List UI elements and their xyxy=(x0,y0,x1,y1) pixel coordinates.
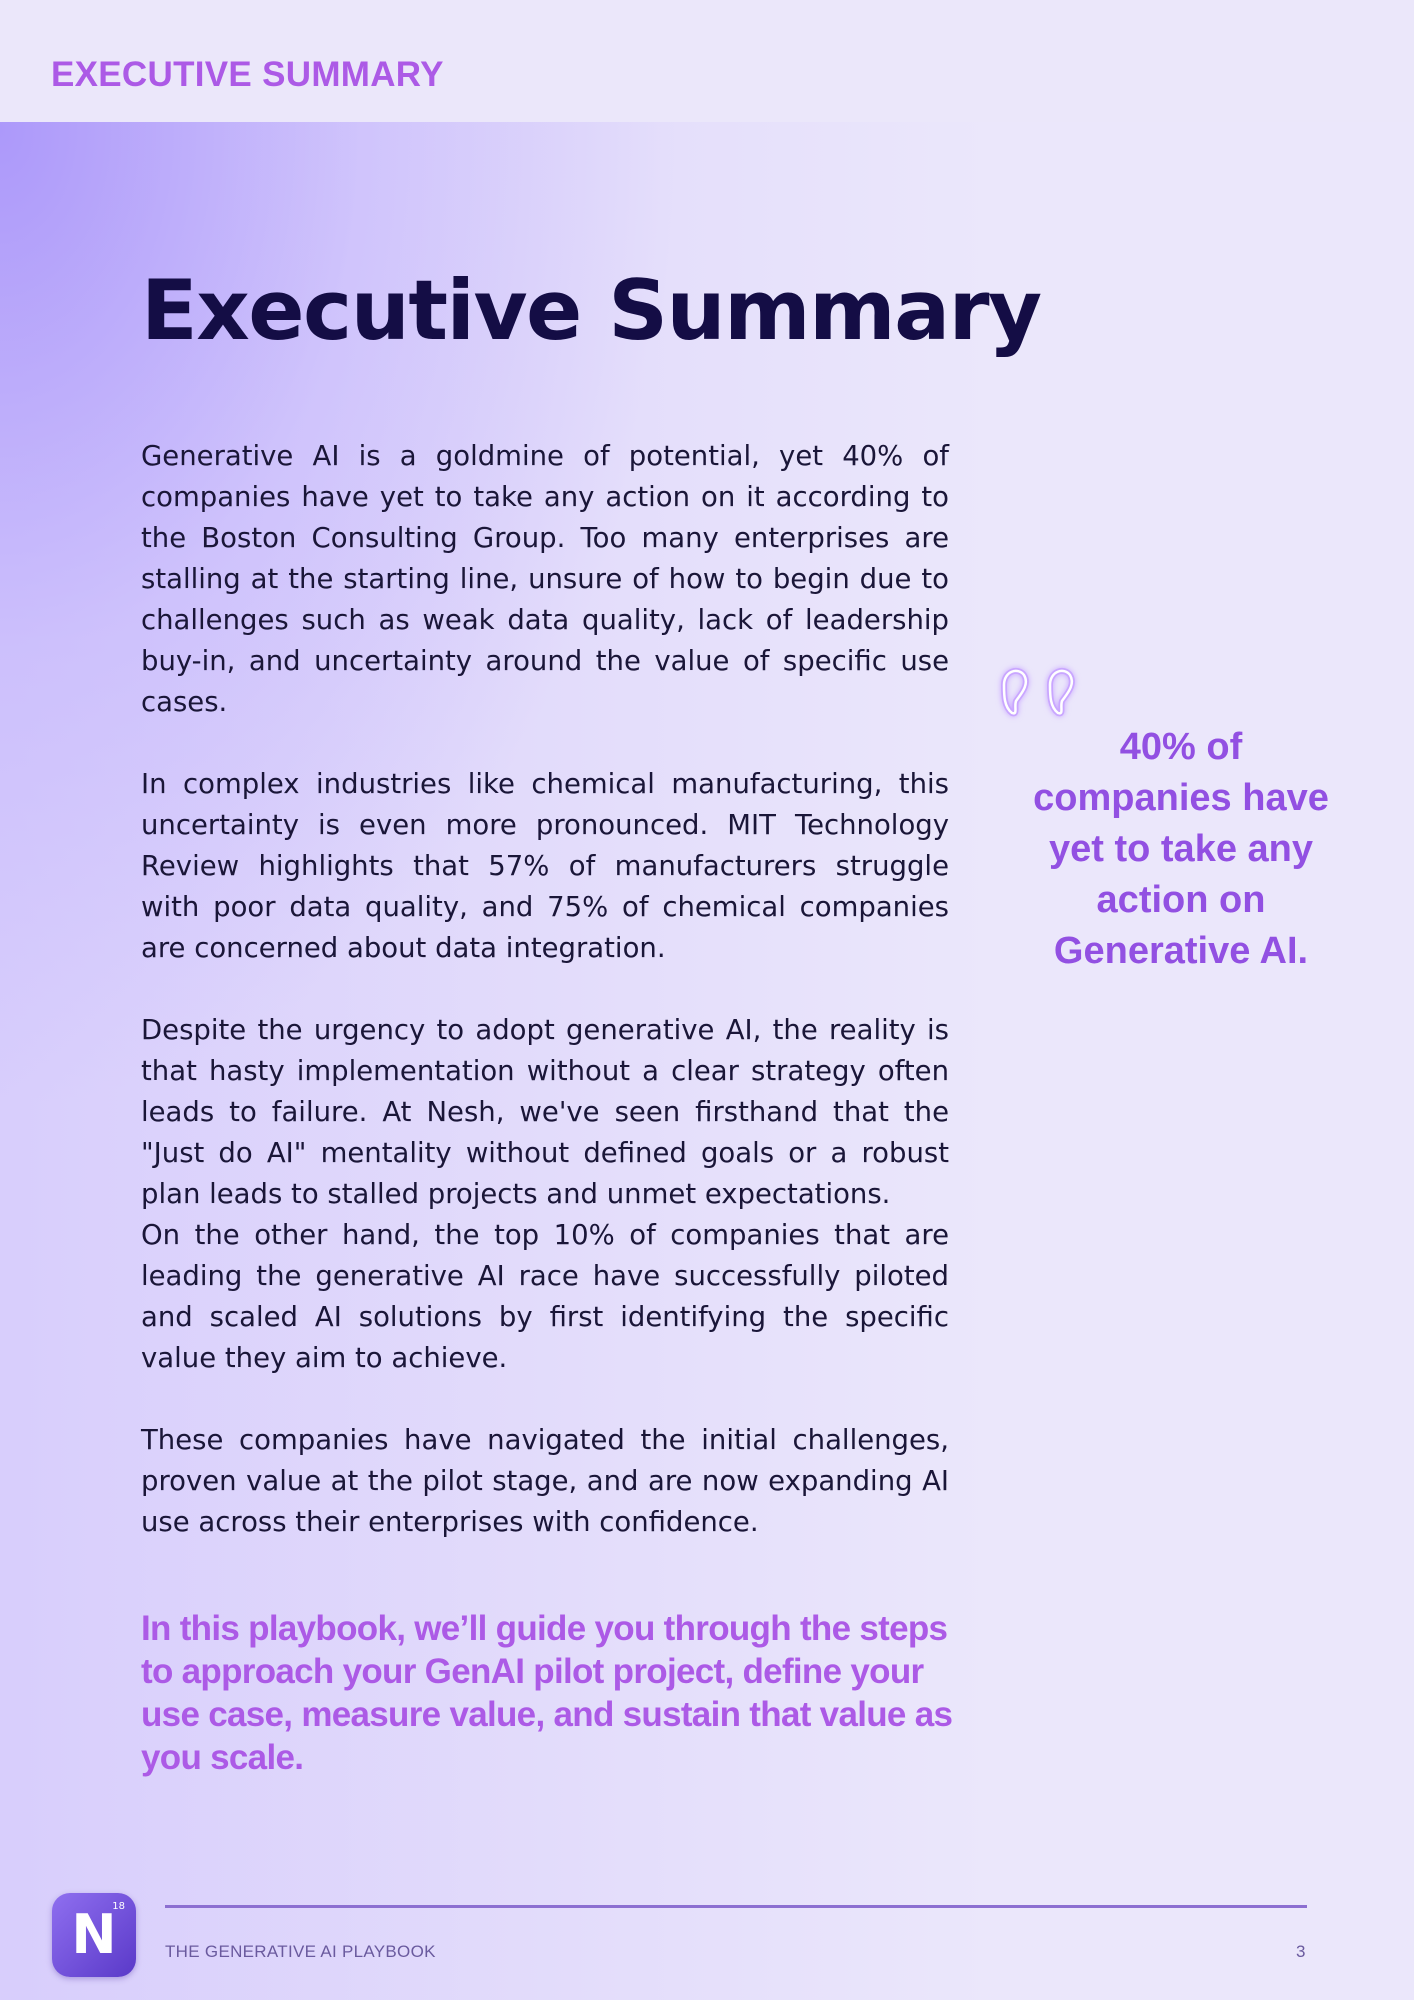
body-text xyxy=(141,436,949,1543)
page-number: 3 xyxy=(1296,1942,1306,1961)
paragraph-5: These companies have navigated the initial challenges, proven value at the pilot stage, and are now expanding AI use across their enterprises with confidence. xyxy=(141,1424,949,1538)
paragraph-1: Generative AI is a goldmine of potential, yet 40% of companies have yet to take any action on it according to the Boston Consulting Group. Too many enterprises are stalling at the starting line, unsure of how to begin due to challenges such as weak data quality, lack of leadership buy-in, and uncertainty around the value of specific use cases. xyxy=(141,440,949,718)
paragraph-4: On the other hand, the top 10% of companies that are leading the generative AI race have successfully piloted and scaled AI solutions by first identifying the specific value they aim to achieve. xyxy=(141,1219,949,1374)
footer-document-title: THE GENERATIVE AI PLAYBOOK xyxy=(165,1942,436,1961)
page-title: Executive Summary xyxy=(141,262,1041,359)
logo-letter: N xyxy=(71,1903,117,1966)
pullquote: 40% of companies have yet to take any action on Generative AI. xyxy=(1033,726,1329,972)
footer-divider xyxy=(165,1905,1307,1908)
playbook-intro-callout: In this playbook, we’ll guide you through the steps to approach your GenAI pilot project, define your use case, measure value, and sustain that value as you scale. xyxy=(141,1609,953,1777)
paragraph-3: Despite the urgency to adopt generative AI, the reality is that hasty implementation without a clear strategy often leads to failure. At Nesh, we've seen firsthand that the "Just do AI" mentality without defined goals or a robust plan leads to stalled projects and unmet expectations. xyxy=(141,1014,949,1210)
nesh-logo xyxy=(52,1893,136,1977)
paragraph-2: In complex industries like chemical manufacturing, this uncertainty is even more pronounced. MIT Technology Review highlights that 57% of manufacturers struggle with poor data quality, and 75% of chemical companies are concerned about data integration. xyxy=(141,768,949,964)
logo-superscript: 18 xyxy=(112,1901,125,1912)
section-label: EXECUTIVE SUMMARY xyxy=(51,55,444,94)
